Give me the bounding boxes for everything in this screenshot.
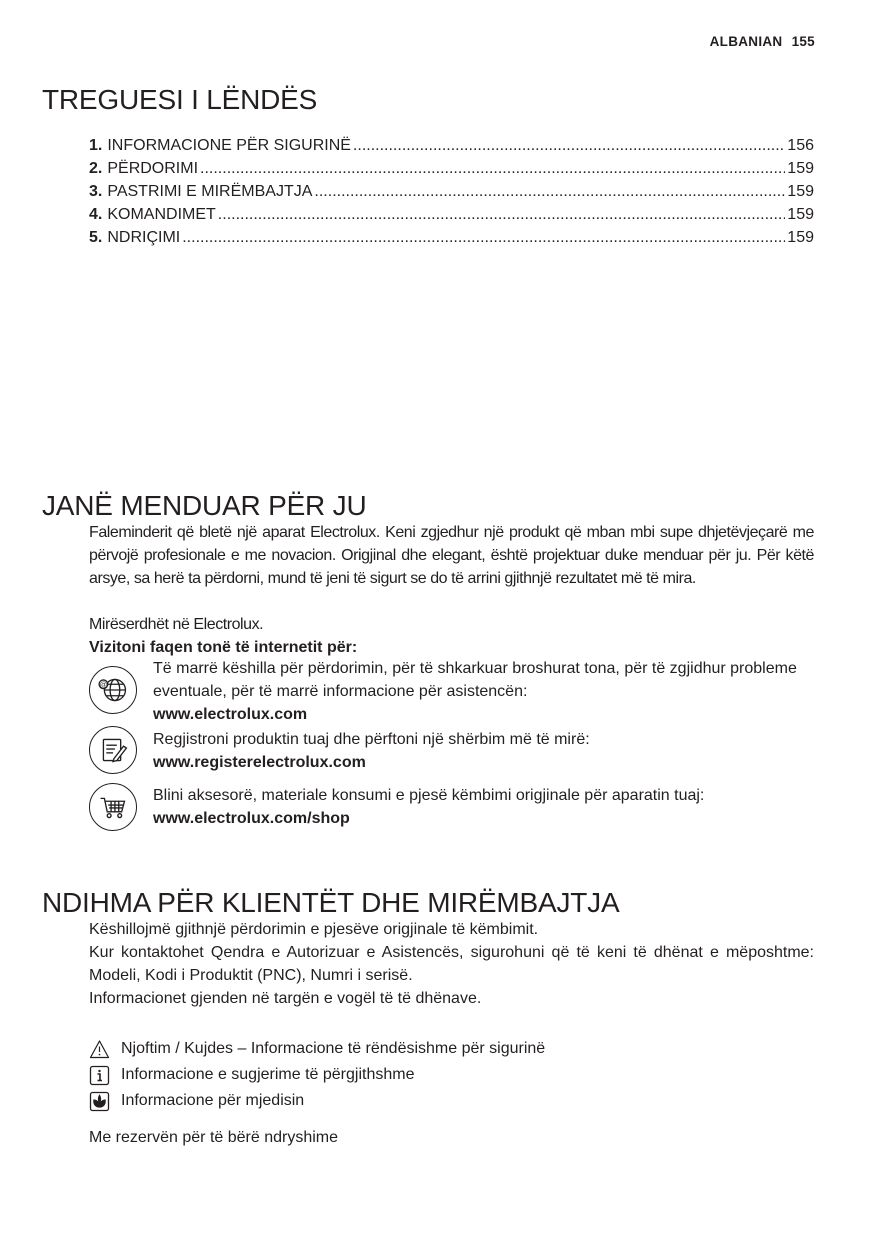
- website-link[interactable]: www.registerelectrolux.com: [153, 754, 366, 771]
- link-description: Regjistroni produktin tuaj dhe përftoni një shërbim më të mirë:: [153, 731, 590, 748]
- legend-item: [89, 1088, 689, 1114]
- environment-icon: [89, 1091, 110, 1112]
- web-link-text: [153, 728, 815, 774]
- toc-item-label: PËRDORIMI: [107, 160, 199, 177]
- toc-leader-dots: [182, 229, 785, 247]
- support-line-3: Informacionet gjenden në targën e vogël të të dhënave.: [89, 990, 482, 1007]
- toc-item-page: 159: [787, 229, 814, 246]
- toc-item-page: 159: [787, 206, 814, 223]
- toc-item-label: KOMANDIMET: [107, 206, 216, 223]
- registration-icon: [89, 726, 137, 774]
- toc-item-label: PASTRIMI E MIRËMBAJTJA: [107, 183, 313, 200]
- toc-leader-dots: [218, 206, 786, 224]
- website-link[interactable]: www.electrolux.com/shop: [153, 810, 350, 827]
- warning-icon: [89, 1039, 110, 1060]
- toc-leader-dots: [200, 160, 785, 178]
- legend-text: Informacione për mjedisin: [121, 1092, 305, 1109]
- toc-item-number: 5.: [89, 229, 103, 246]
- web-link-text: [153, 657, 815, 726]
- toc-item-number: 3.: [89, 183, 103, 200]
- toc-item[interactable]: [89, 229, 814, 252]
- link-description: Blini aksesorë, materiale konsumi e pjesë këmbimi origjinale për aparatin tuaj:: [153, 787, 705, 804]
- toc-item-number: 4.: [89, 206, 103, 223]
- svg-text:@: @: [99, 680, 108, 690]
- table-of-contents: [89, 137, 814, 252]
- info-icon: [89, 1065, 110, 1086]
- toc-item-page: 159: [787, 183, 814, 200]
- toc-leader-dots: [353, 137, 785, 155]
- legend-text: Njoftim / Kujdes – Informacione të rëndësishme për sigurinë: [121, 1040, 546, 1057]
- support-title: NDIHMA PËR KLIENTËT DHE MIRËMBAJTJA: [42, 887, 620, 918]
- toc-item[interactable]: [89, 183, 814, 206]
- support-line-2: Kur kontaktohet Qendra e Autorizuar e Asistencës, sigurohuni që të keni të dhënat e mëposhtme: Modeli, Kodi i Produktit (PNC), Numri i serisë.: [89, 944, 814, 984]
- legend-item: [89, 1062, 689, 1088]
- shopping-cart-icon: [89, 783, 137, 831]
- header-page-number: 155: [791, 34, 815, 49]
- header-language: ALBANIAN: [709, 34, 783, 49]
- toc-item-page: 159: [787, 160, 814, 177]
- link-description: Të marrë këshilla për përdorimin, për të shkarkuar broshurat tona, për të zgjidhur probleme eventuale, për të marrë informacione për asistencën:: [153, 660, 797, 700]
- toc-item-label: NDRIÇIMI: [107, 229, 181, 246]
- visit-heading: Vizitoni faqen tonë të internetit për:: [89, 639, 358, 656]
- web-link-text: [153, 784, 815, 830]
- legend-text: Informacione e sugjerime të përgjithshme: [121, 1066, 415, 1083]
- toc-item-number: 1.: [89, 137, 103, 154]
- legend-item: [89, 1036, 689, 1062]
- toc-title: TREGUESI I LËNDËS: [42, 84, 318, 115]
- toc-item-number: 2.: [89, 160, 103, 177]
- toc-leader-dots: [314, 183, 785, 201]
- website-link[interactable]: www.electrolux.com: [153, 706, 308, 723]
- toc-item[interactable]: [89, 160, 814, 183]
- footer-note: Me rezervën për të bërë ndryshime: [89, 1129, 338, 1146]
- toc-item[interactable]: [89, 206, 814, 229]
- toc-item[interactable]: [89, 137, 814, 160]
- page-header: [710, 34, 815, 49]
- toc-item-label: INFORMACIONE PËR SIGURINË: [107, 137, 351, 154]
- intro-title: JANË MENDUAR PËR JU: [42, 490, 367, 521]
- welcome-text: Mirëserdhët në Electrolux.: [89, 616, 264, 633]
- support-line-1: Këshillojmë gjithnjë përdorimin e pjesëve origjinale të këmbimit.: [89, 921, 539, 938]
- toc-item-page: 156: [787, 137, 814, 154]
- intro-paragraph: Faleminderit që bletë një aparat Electrolux. Keni zgjedhur një produkt që mban mbi supe dhjetëvjeçarë me përvojë profesionale e me novacion. Origjinal dhe elegant, është projektuar duke menduar për ju. Për këtë arsye, sa herë ta përdorni, mund të jeni të sigurt se do të arrini gjithnjë rezultatet më të mira.: [89, 524, 814, 587]
- globe-icon: [89, 666, 137, 714]
